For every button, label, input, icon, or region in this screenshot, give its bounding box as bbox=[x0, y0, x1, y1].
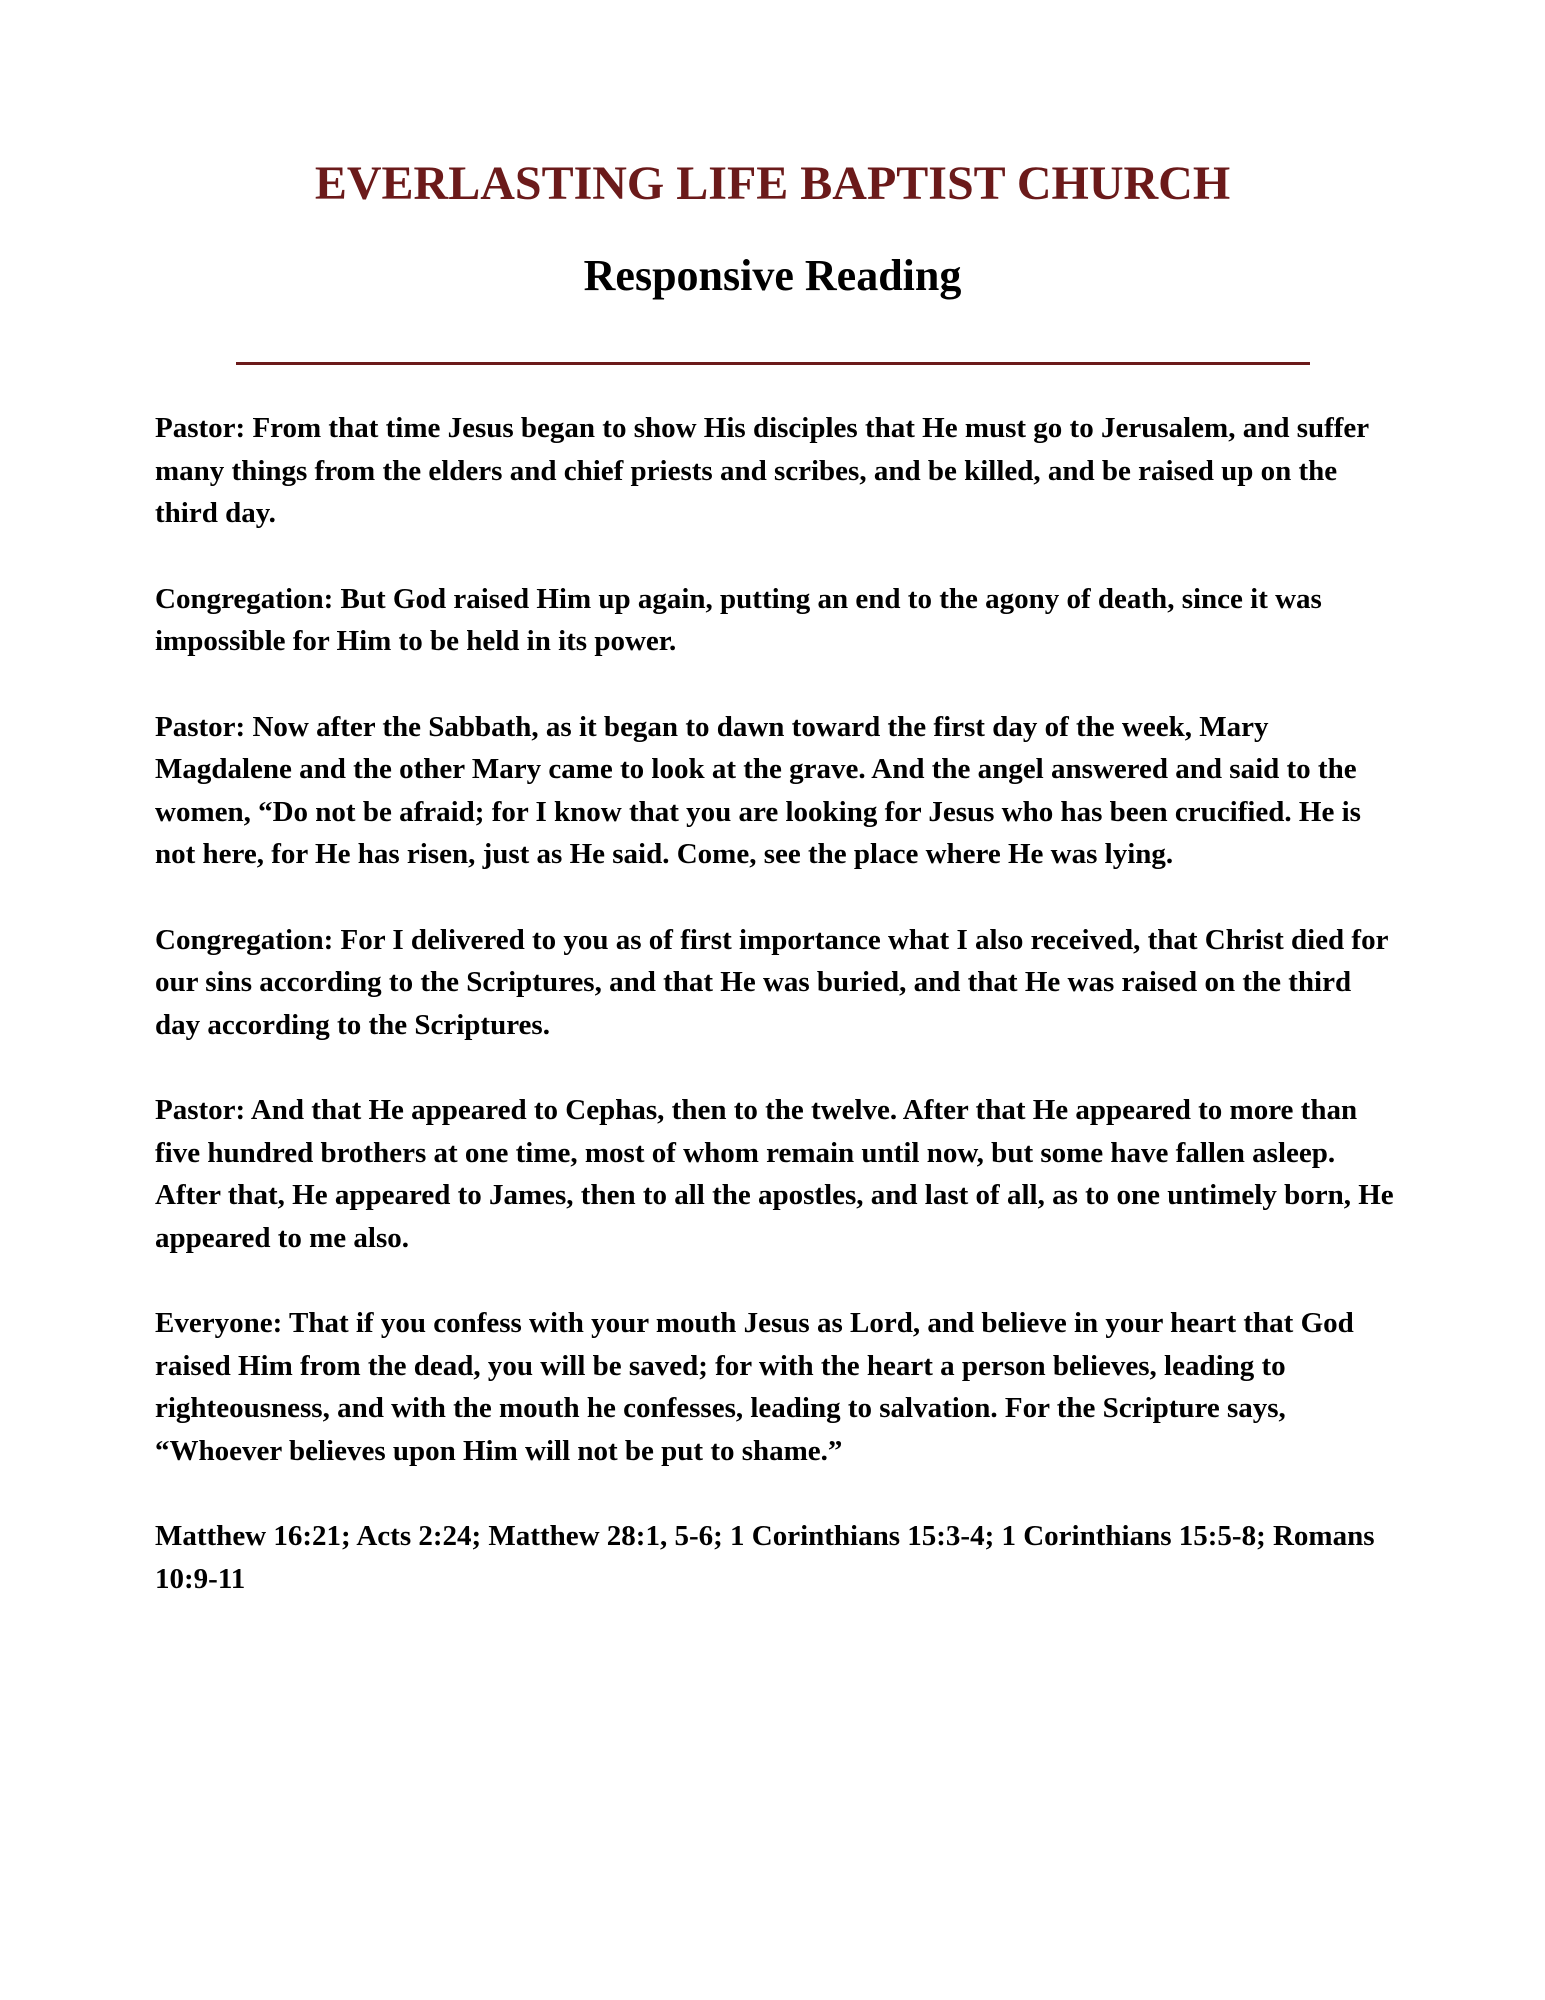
reading-text: That if you confess with your mouth Jesus as Lord, and believe in your heart that God raised Him from the dead, you will be saved; for with the heart a person believes, leading to righteousness, and with the mouth he confesses, leading to salvation. For the Scripture says, “Whoever believes upon Him will not be put to shame.” bbox=[155, 1307, 1354, 1467]
page-title: Responsive Reading bbox=[583, 251, 962, 300]
speaker-label: Pastor: bbox=[155, 1094, 246, 1126]
reading-paragraph bbox=[155, 1089, 1395, 1259]
speaker-label: Pastor: bbox=[155, 412, 246, 444]
reading-text: Now after the Sabbath, as it began to dawn toward the first day of the week, Mary Magdalene and the other Mary came to look at the grave. And the angel answered and said to the women, “Do not be afraid; for I know that you are looking for Jesus who has been crucified. He is not here, for He has risen, just as He said. Come, see the place where He was lying. bbox=[155, 710, 1361, 870]
reading-text: For I delivered to you as of first importance what I also received, that Christ died for our sins according to the Scriptures, and that He was buried, and that He was raised on the third day according to the Scriptures. bbox=[155, 923, 1388, 1041]
speaker-label: Everyone: bbox=[155, 1307, 283, 1339]
church-name: EVERLASTING LIFE BAPTIST CHURCH bbox=[314, 157, 1231, 210]
reading-text: But God raised Him up again, putting an end to the agony of death, since it was impossible for Him to be held in its power. bbox=[155, 582, 1322, 657]
speaker-label: Pastor: bbox=[155, 710, 246, 743]
speaker-label: Congregation: bbox=[155, 582, 334, 615]
scripture-references: Matthew 16:21; Acts 2:24; Matthew 28:1, 5-6; 1 Corinthians 15:3-4; 1 Corinthians 15:5-8; Romans 10:9-11 bbox=[155, 1520, 1375, 1595]
reading-paragraph bbox=[155, 1302, 1395, 1472]
speaker-label: Congregation: bbox=[155, 923, 334, 956]
reading-text: From that time Jesus began to show His disciples that He must go to Jerusalem, and suffer many things from the elders and chief priests and scribes, and be killed, and be raised up on the third day. bbox=[155, 412, 1369, 529]
reading-paragraph bbox=[155, 706, 1395, 876]
title-divider bbox=[236, 362, 1310, 365]
reading-paragraph bbox=[155, 919, 1395, 1047]
reading-paragraph bbox=[155, 407, 1395, 535]
reading-text: And that He appeared to Cephas, then to the twelve. After that He appeared to more than five hundred brothers at one time, most of whom remain until now, but some have fallen asleep. After that, He appeared to James, then to all the apostles, and last of all, as to one untimely born, He appeared to me also. bbox=[155, 1094, 1394, 1254]
reading-paragraph bbox=[155, 578, 1395, 663]
responsive-reading bbox=[155, 407, 1395, 1643]
